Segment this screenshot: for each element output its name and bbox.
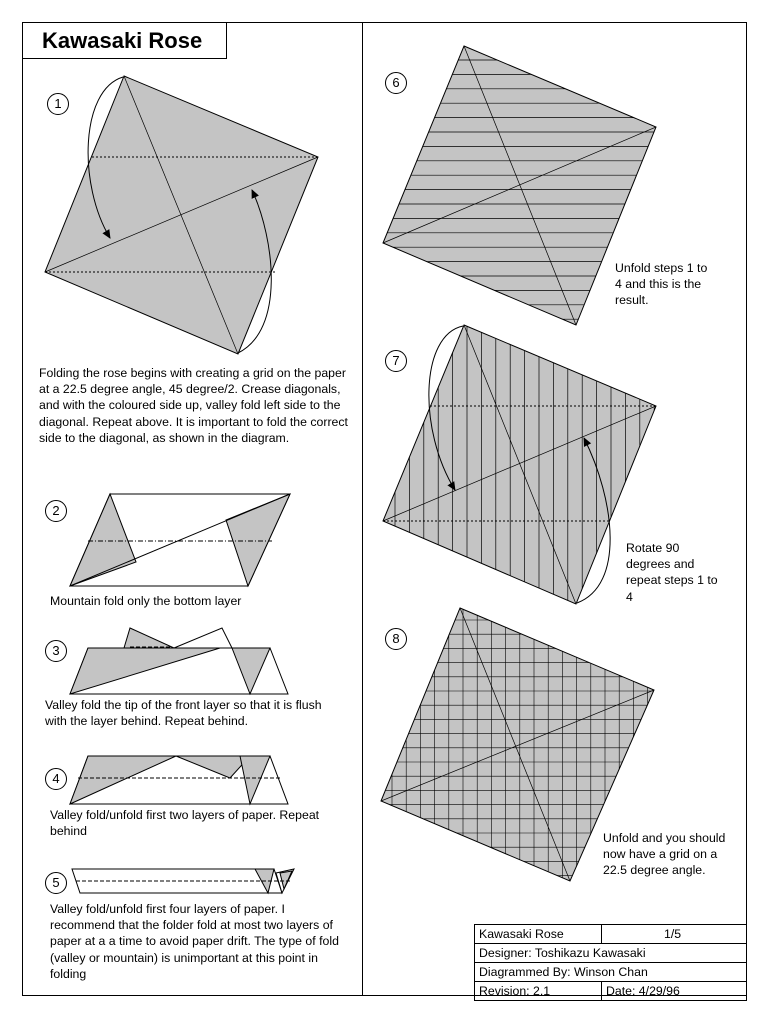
step-number-6: 6 xyxy=(385,72,407,94)
step-6-text: Unfold steps 1 to 4 and this is the result. xyxy=(615,261,708,308)
step-2-text: Mountain fold only the bottom layer xyxy=(50,594,242,608)
step-7-text: Rotate 90 degrees and repeat steps 1 to 4 xyxy=(626,541,718,604)
step-number-5: 5 xyxy=(45,872,67,894)
step-number-2: 2 xyxy=(45,500,67,522)
step-4-text: Valley fold/unfold first two layers of paper. Repeat behind xyxy=(50,808,320,839)
page-title: Kawasaki Rose xyxy=(22,22,227,59)
step-number-1: 1 xyxy=(47,93,69,115)
step-7-diagram xyxy=(383,320,656,610)
info-designer: Designer: Toshikazu Kawasaki xyxy=(475,944,747,963)
step-1-diagram xyxy=(45,76,318,354)
step-5-text: Valley fold/unfold first four layers of paper. I recommend that the folder fold at most two layers of paper at a a time to avoid paper drift. The type of fold (valley or mountain) is unimportant at this point in folding xyxy=(50,902,339,981)
info-diagrammer: Diagrammed By: Winson Chan xyxy=(475,963,747,982)
step-2-diagram xyxy=(70,494,290,586)
step-8-text: Unfold and you should now have a grid on a 22.5 degree angle. xyxy=(603,831,726,878)
info-page: 1/5 xyxy=(602,925,747,944)
step-1-text: Folding the rose begins with creating a grid on the paper at a 22.5 degree angle, 45 degree/2. Crease diagonals, and with the coloured side up, valley fold left side to the diagonal. Repeat above. It is important to fold the correct side to the diagonal, as shown in the diagram. xyxy=(39,366,348,445)
info-table xyxy=(474,924,747,1001)
step-number-3: 3 xyxy=(45,640,67,662)
step-number-8: 8 xyxy=(385,628,407,650)
step-number-7: 7 xyxy=(385,350,407,372)
info-model: Kawasaki Rose xyxy=(475,925,602,944)
step-4-diagram xyxy=(70,756,288,804)
step-5-diagram xyxy=(72,869,294,893)
step-3-text: Valley fold the tip of the front layer so that it is flush with the layer behind. Repeat behind. xyxy=(45,698,322,729)
step-number-4: 4 xyxy=(45,768,67,790)
step-3-diagram xyxy=(70,628,288,694)
info-date: Date: 4/29/96 xyxy=(602,982,747,1001)
info-revision: Revision: 2.1 xyxy=(475,982,602,1001)
